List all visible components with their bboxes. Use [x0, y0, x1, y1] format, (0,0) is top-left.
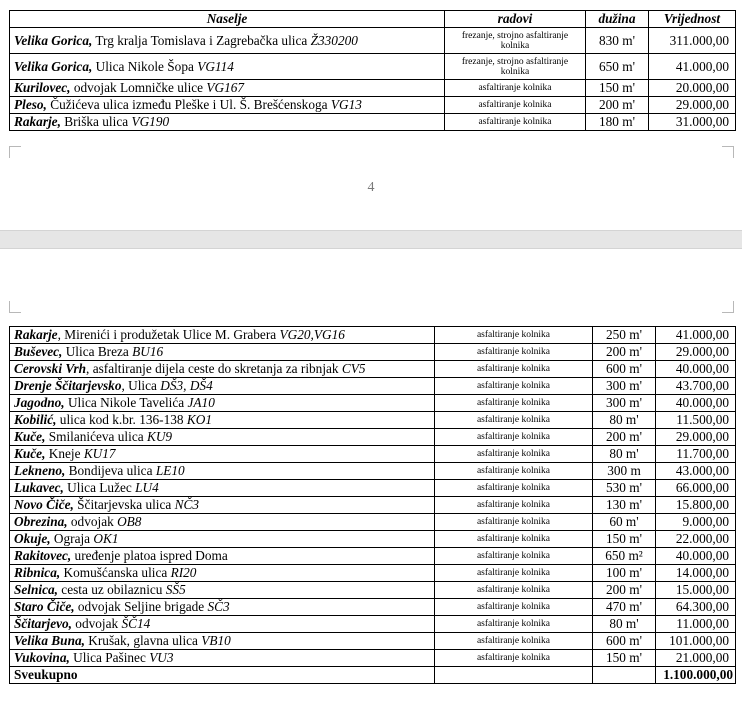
document-page-top [0, 0, 742, 230]
road-code: JA10 [187, 395, 215, 410]
street-text: odvojak [71, 616, 122, 631]
table-row [10, 497, 736, 514]
value-cell: 31.000,00 [649, 114, 736, 131]
length-cell: 200 m' [593, 344, 656, 361]
length-cell: 830 m' [586, 28, 649, 54]
street-text: Bondijeva ulica [65, 463, 156, 478]
place-cell [10, 480, 435, 497]
settlement-name: Kurilovec, [14, 80, 71, 95]
place-cell [10, 28, 445, 54]
work-cell: frezanje, strojno asfaltiranje kolnika [445, 54, 586, 80]
value-cell: 43.700,00 [656, 378, 736, 395]
settlement-name: Velika Gorica, [14, 32, 93, 48]
table-row [10, 97, 736, 114]
length-cell: 200 m' [593, 429, 656, 446]
table-row [10, 650, 736, 667]
length-cell: 200 m' [593, 582, 656, 599]
street-text: odvojak [67, 514, 118, 529]
table-row [10, 80, 736, 97]
work-cell: asfaltiranje kolnika [435, 412, 593, 429]
settlement-name: Ribnica, [14, 565, 61, 580]
street-text: Čužićeva ulica između Pleške i Ul. Š. Brešćenskoga [46, 97, 331, 112]
work-cell: asfaltiranje kolnika [435, 497, 593, 514]
value-cell: 311.000,00 [649, 28, 736, 54]
settlement-name: Obrezina, [14, 514, 68, 529]
table-row [10, 412, 736, 429]
street-text: odvojak Seljine brigade [74, 599, 208, 614]
work-cell: asfaltiranje kolnika [435, 548, 593, 565]
page-corner-mark [9, 146, 21, 158]
length-cell: 80 m' [593, 446, 656, 463]
road-code: OK1 [93, 531, 119, 546]
work-cell: asfaltiranje kolnika [435, 514, 593, 531]
place-cell [10, 54, 445, 80]
settlement-name: Kuče, [14, 446, 46, 461]
value-cell: 11.000,00 [656, 616, 736, 633]
road-code: LE10 [155, 463, 185, 478]
settlement-name: Velika Gorica, [14, 58, 93, 74]
work-cell: asfaltiranje kolnika [435, 429, 593, 446]
settlement-name: Rakitovec, [14, 548, 72, 563]
value-cell: 9.000,00 [656, 514, 736, 531]
work-cell: asfaltiranje kolnika [435, 378, 593, 395]
table-row [10, 480, 736, 497]
table-row [10, 633, 736, 650]
work-cell: asfaltiranje kolnika [445, 114, 586, 131]
value-cell: 15.000,00 [656, 582, 736, 599]
street-text: odvojak Lomničke ulice [70, 80, 207, 95]
settlement-name: Lekneno, [14, 463, 66, 478]
settlement-name: Selnica, [14, 582, 58, 597]
place-cell [10, 114, 445, 131]
road-code: VG20,VG16 [279, 327, 345, 342]
value-cell: 101.000,00 [656, 633, 736, 650]
place-cell [10, 463, 435, 480]
place-cell [10, 80, 445, 97]
settlement-name: Vukovina, [14, 650, 70, 665]
settlement-name: Rakarje, [14, 114, 61, 129]
place-cell [10, 446, 435, 463]
road-code: VG13 [330, 97, 362, 112]
settlement-name: Ščitarjevo, [14, 616, 72, 631]
road-code: ŠČ14 [121, 616, 151, 631]
table-row [10, 514, 736, 531]
value-cell: 40.000,00 [656, 361, 736, 378]
place-cell [10, 327, 435, 344]
street-text: cesta uz obilaznicu [57, 582, 166, 597]
road-code: VG167 [206, 80, 245, 95]
work-cell: asfaltiranje kolnika [435, 480, 593, 497]
road-code: KU9 [146, 429, 173, 444]
road-code: SČ3 [207, 599, 230, 614]
value-cell: 11.700,00 [656, 446, 736, 463]
length-cell: 300 m [593, 463, 656, 480]
value-cell: 15.800,00 [656, 497, 736, 514]
place-cell [10, 514, 435, 531]
total-empty-cell [593, 667, 656, 684]
length-cell: 650 m' [586, 54, 649, 80]
street-text: Ulica Pašinec [69, 650, 150, 665]
road-code: BU16 [132, 344, 164, 359]
street-text: , Ulica [121, 378, 161, 393]
place-cell [10, 565, 435, 582]
street-text: Ulica Nikole Tavelića [64, 395, 188, 410]
length-cell: 600 m' [593, 361, 656, 378]
page-corner-mark [9, 301, 21, 313]
length-cell: 300 m' [593, 378, 656, 395]
table-row [10, 54, 736, 80]
place-cell [10, 395, 435, 412]
road-code: RI20 [170, 565, 197, 580]
length-cell: 180 m' [586, 114, 649, 131]
value-cell: 14.000,00 [656, 565, 736, 582]
table-row [10, 599, 736, 616]
street-text: Briška ulica [60, 114, 132, 129]
length-cell: 200 m' [586, 97, 649, 114]
settlement-name: Kuče, [14, 429, 46, 444]
table-row [10, 463, 736, 480]
length-cell: 80 m' [593, 412, 656, 429]
place-cell [10, 531, 435, 548]
value-cell: 29.000,00 [656, 344, 736, 361]
length-cell: 130 m' [593, 497, 656, 514]
road-code: VB10 [201, 633, 231, 648]
length-cell: 250 m' [593, 327, 656, 344]
header-duzina: dužina [586, 11, 649, 28]
length-cell: 100 m' [593, 565, 656, 582]
table-row [10, 582, 736, 599]
place-cell [10, 97, 445, 114]
street-text: Kneje [45, 446, 84, 461]
settlement-name: Lukavec, [14, 480, 64, 495]
table-row [10, 565, 736, 582]
table-row [10, 616, 736, 633]
value-cell: 11.500,00 [656, 412, 736, 429]
value-cell: 20.000,00 [649, 80, 736, 97]
settlement-name: Buševec, [14, 344, 63, 359]
work-cell: asfaltiranje kolnika [435, 463, 593, 480]
work-cell: asfaltiranje kolnika [435, 633, 593, 650]
length-cell: 600 m' [593, 633, 656, 650]
total-empty-cell [435, 667, 593, 684]
place-cell [10, 378, 435, 395]
page-corner-mark [722, 146, 734, 158]
table-row [10, 344, 736, 361]
place-cell [10, 548, 435, 565]
settlement-name: Pleso, [14, 97, 47, 112]
work-cell: asfaltiranje kolnika [445, 80, 586, 97]
street-text: Ograja [50, 531, 94, 546]
table-row [10, 378, 736, 395]
work-cell: asfaltiranje kolnika [435, 565, 593, 582]
table-row [10, 531, 736, 548]
place-cell [10, 497, 435, 514]
value-cell: 40.000,00 [656, 395, 736, 412]
length-cell: 150 m' [593, 531, 656, 548]
settlement-name: Drenje Ščitarjevsko [14, 378, 122, 393]
work-cell: asfaltiranje kolnika [435, 327, 593, 344]
place-cell [10, 582, 435, 599]
settlement-name: Jagodno, [14, 395, 65, 410]
value-cell: 41.000,00 [656, 327, 736, 344]
total-row [10, 667, 736, 684]
value-cell: 43.000,00 [656, 463, 736, 480]
place-cell [10, 344, 435, 361]
settlement-name: Velika Buna, [14, 633, 85, 648]
total-value: 1.100.000,00 [656, 667, 736, 684]
work-cell: asfaltiranje kolnika [435, 395, 593, 412]
street-text: Smilanićeva ulica [45, 429, 147, 444]
road-code: NČ3 [174, 497, 200, 512]
page-corner-mark [722, 301, 734, 313]
road-code: SŠ5 [165, 582, 186, 597]
road-code: LU4 [135, 480, 159, 495]
street-text: ulica kod k.br. 136-138 [56, 412, 187, 427]
road-code: DŠ3, DŠ4 [160, 378, 213, 393]
length-cell: 150 m' [593, 650, 656, 667]
road-code: KU17 [83, 446, 116, 461]
table-row [10, 114, 736, 131]
road-code: VG114 [197, 58, 234, 74]
work-cell: asfaltiranje kolnika [435, 446, 593, 463]
length-cell: 300 m' [593, 395, 656, 412]
street-text: , Mirenići i produžetak Ulice M. Grabera [57, 327, 280, 342]
work-cell: asfaltiranje kolnika [435, 344, 593, 361]
road-code: VU3 [149, 650, 174, 665]
work-cell: frezanje, strojno asfaltiranje kolnika [445, 28, 586, 54]
street-text: Komušćanska ulica [60, 565, 171, 580]
place-cell [10, 429, 435, 446]
work-cell: asfaltiranje kolnika [445, 97, 586, 114]
value-cell: 29.000,00 [649, 97, 736, 114]
value-cell: 66.000,00 [656, 480, 736, 497]
settlement-name: Kobilić, [14, 412, 57, 427]
street-text: Trg kralja Tomislava i Zagrebačka ulica [92, 32, 311, 48]
work-cell: asfaltiranje kolnika [435, 531, 593, 548]
roads-table-part-2 [9, 326, 736, 684]
road-code: Ž330200 [310, 32, 358, 48]
length-cell: 150 m' [586, 80, 649, 97]
work-cell: asfaltiranje kolnika [435, 599, 593, 616]
settlement-name: Novo Čiče, [14, 497, 74, 512]
road-code: KO1 [186, 412, 212, 427]
street-text: Ulica Breza [62, 344, 133, 359]
place-cell [10, 633, 435, 650]
place-cell [10, 599, 435, 616]
length-cell: 60 m' [593, 514, 656, 531]
work-cell: asfaltiranje kolnika [435, 616, 593, 633]
settlement-name: Cerovski Vrh [14, 361, 87, 376]
table-row [10, 446, 736, 463]
place-cell [10, 616, 435, 633]
value-cell: 21.000,00 [656, 650, 736, 667]
street-text: Ščitarjevska ulica [73, 497, 175, 512]
street-text: uređenje platoa ispred Doma [71, 548, 228, 563]
total-label: Sveukupno [10, 667, 435, 684]
road-code: OB8 [117, 514, 142, 529]
work-cell: asfaltiranje kolnika [435, 361, 593, 378]
value-cell: 41.000,00 [649, 54, 736, 80]
work-cell: asfaltiranje kolnika [435, 650, 593, 667]
settlement-name: Rakarje [14, 327, 58, 342]
road-code: CV5 [341, 361, 366, 376]
length-cell: 80 m' [593, 616, 656, 633]
table-row [10, 28, 736, 54]
value-cell: 40.000,00 [656, 548, 736, 565]
value-cell: 64.300,00 [656, 599, 736, 616]
road-code: VG190 [131, 114, 170, 129]
street-text: , asfaltiranje dijela ceste do skretanja za ribnjak [86, 361, 342, 376]
page-number: 4 [367, 180, 375, 195]
work-cell: asfaltiranje kolnika [435, 582, 593, 599]
place-cell [10, 361, 435, 378]
length-cell: 650 m² [593, 548, 656, 565]
table-row [10, 548, 736, 565]
settlement-name: Staro Čiče, [14, 599, 75, 614]
place-cell [10, 412, 435, 429]
street-text: Krušak, glavna ulica [84, 633, 202, 648]
roads-table-part-1 [9, 10, 736, 131]
settlement-name: Okuje, [14, 531, 51, 546]
page-separator [0, 230, 742, 249]
table-header-row [10, 11, 736, 28]
header-vrijednost: Vrijednost [649, 11, 736, 28]
table-row [10, 395, 736, 412]
header-radovi: radovi [445, 11, 586, 28]
street-text: Ulica Nikole Šopa [92, 58, 198, 74]
place-cell [10, 650, 435, 667]
length-cell: 470 m' [593, 599, 656, 616]
length-cell: 530 m' [593, 480, 656, 497]
value-cell: 29.000,00 [656, 429, 736, 446]
table-row [10, 361, 736, 378]
table-row [10, 429, 736, 446]
street-text: Ulica Lužec [63, 480, 136, 495]
value-cell: 22.000,00 [656, 531, 736, 548]
table-row [10, 327, 736, 344]
header-naselje: Naselje [10, 11, 445, 28]
